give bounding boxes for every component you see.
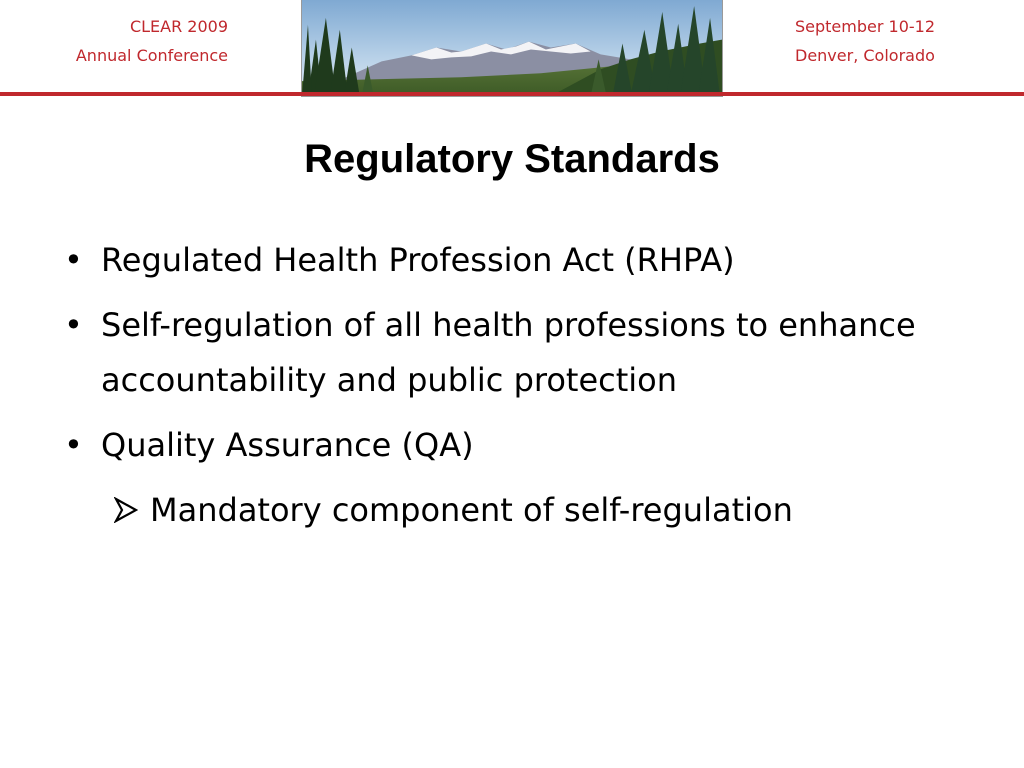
bullet-item: [64, 233, 964, 288]
sub-bullet-text: Mandatory component of self-regulation: [150, 491, 793, 529]
conference-name: CLEAR 2009: [129, 17, 228, 36]
header-right: [795, 12, 935, 70]
header-divider: [0, 92, 1024, 96]
bullet-text: Regulated Health Profession Act (RHPA): [101, 241, 735, 279]
bullet-text: Quality Assurance (QA): [101, 426, 474, 464]
bullet-list: [64, 233, 964, 538]
header-left: [76, 12, 228, 70]
mountain-landscape-icon: [302, 0, 722, 96]
bullet-item: [64, 298, 964, 408]
bullet-dot-icon: •: [64, 426, 83, 464]
bullet-dot-icon: •: [64, 241, 83, 279]
bullet-item: [64, 418, 964, 473]
conference-dates: September 10-12: [795, 17, 936, 36]
sub-bullet-item: [64, 483, 964, 538]
bullet-dot-icon: •: [64, 306, 83, 344]
conference-subtitle: Annual Conference: [75, 46, 228, 65]
bullet-text: Self-regulation of all health professions to enhance accountability and public protection: [101, 306, 916, 399]
conference-location: Denver, Colorado: [795, 46, 935, 65]
banner-image: [301, 0, 723, 97]
arrow-bullet-icon: [114, 483, 148, 523]
slide-title: Regulatory Standards: [304, 137, 720, 181]
